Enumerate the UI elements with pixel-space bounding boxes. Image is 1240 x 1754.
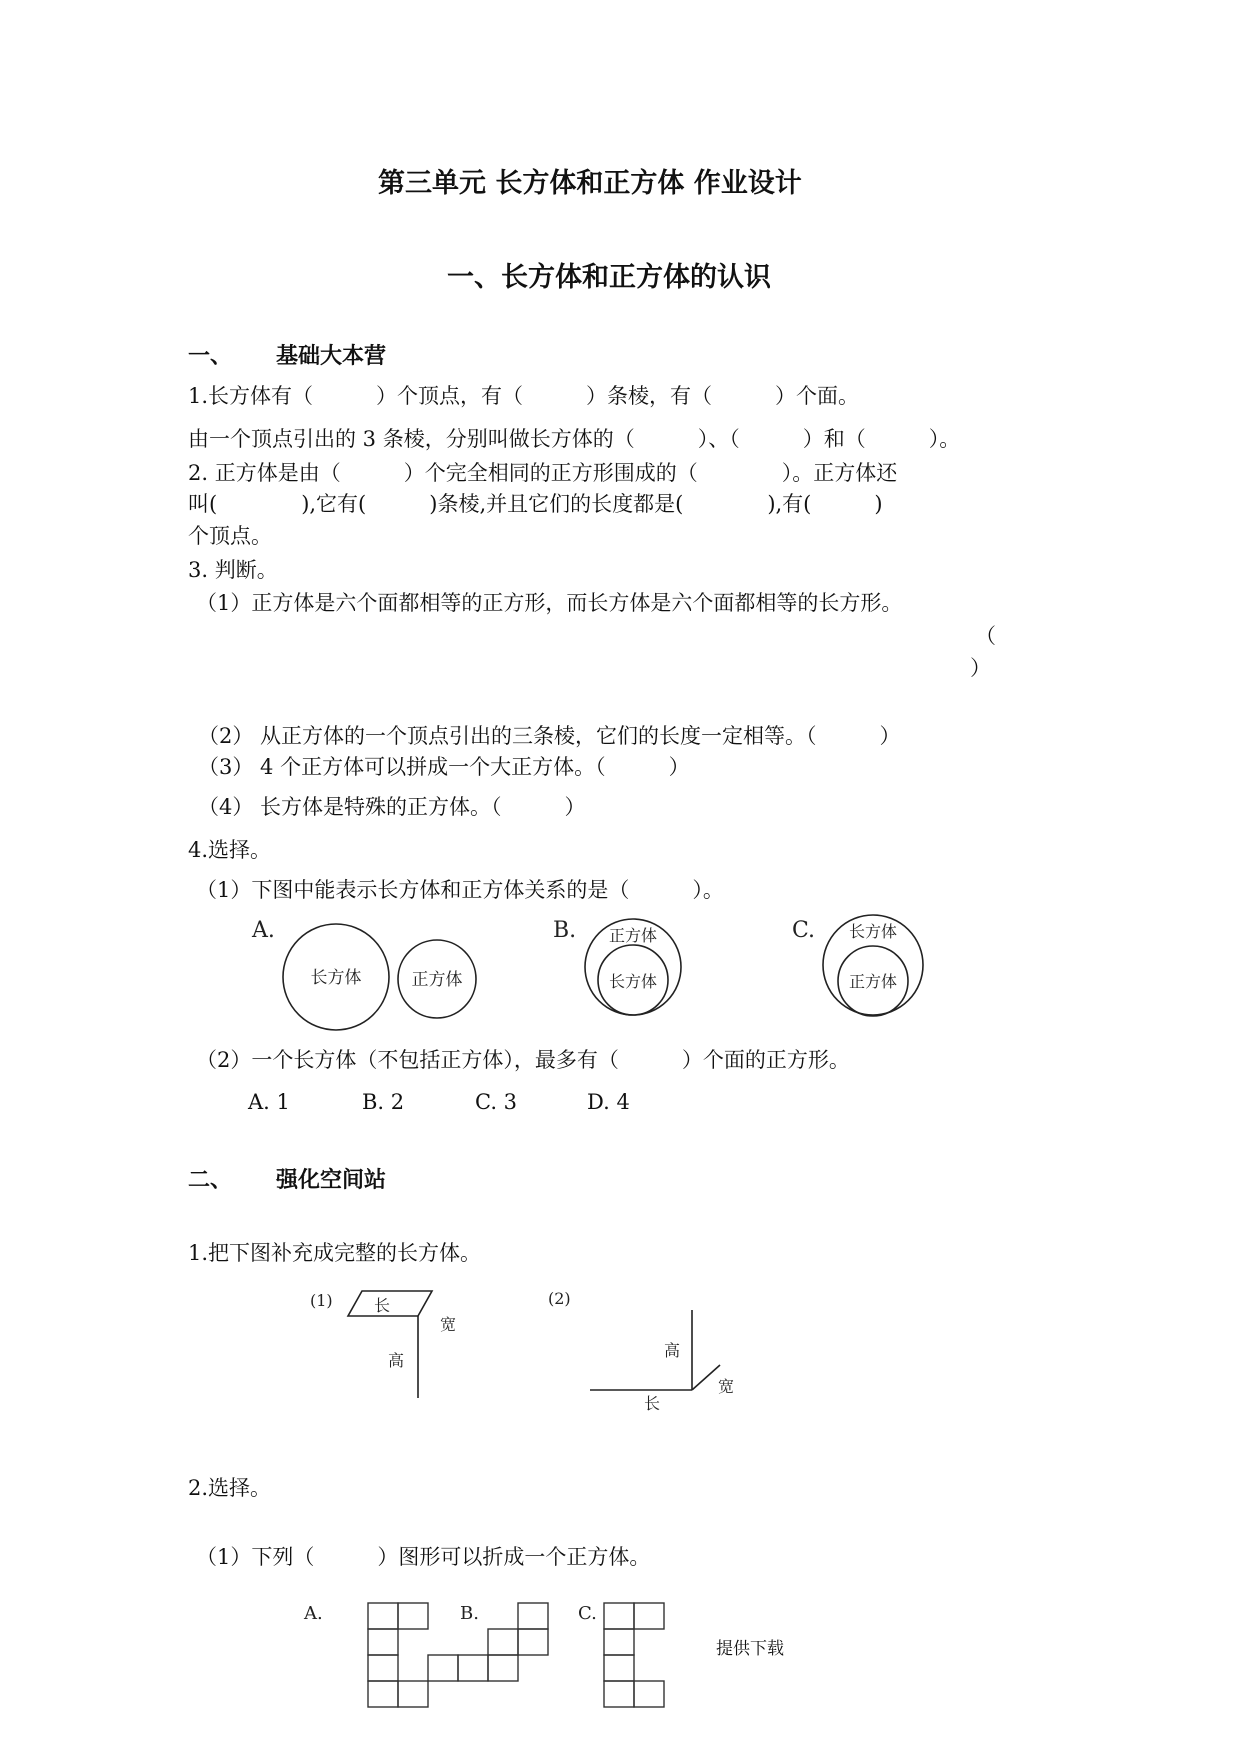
net-c-cell <box>604 1629 634 1655</box>
q3-item1-paren-close: ） <box>970 656 991 680</box>
q2-line2: 叫( ),它有( )条棱,并且它们的长度都是( ),有( ) <box>188 492 883 516</box>
net-a-cell <box>398 1603 428 1629</box>
net-c <box>604 1603 664 1707</box>
cuboid-sketch-figure <box>300 1280 760 1420</box>
venn-a-label-1: 长方体 <box>310 968 362 988</box>
net-c-cell <box>634 1681 664 1707</box>
sketch1-tag: (1) <box>310 1291 333 1310</box>
net-b-cell <box>518 1629 548 1655</box>
venn-b-letter: B. <box>553 918 577 943</box>
q3-item1-paren-open: （ <box>975 624 996 648</box>
section1-name: 基础大本营 <box>276 344 387 369</box>
q1-line1: 1.长方体有（ ）个顶点，有（ ）条棱，有（ ）个面。 <box>188 384 860 408</box>
net-a-letter: A. <box>304 1603 323 1624</box>
cube-nets-figure <box>300 1595 720 1715</box>
net-a-cell <box>368 1629 398 1655</box>
q3-item2: （2） 从正方体的一个顶点引出的三条棱，它们的长度一定相等。（ ） <box>198 724 901 748</box>
venn-a-letter: A. <box>252 918 275 943</box>
download-note: 提供下载 <box>716 1639 784 1659</box>
section2-name: 强化空间站 <box>276 1168 387 1193</box>
net-a-cell <box>368 1603 398 1629</box>
net-c-cell <box>634 1603 664 1629</box>
q2-line1: 2. 正方体是由（ ）个完全相同的正方形围成的（ ）。正方体还 <box>188 461 898 485</box>
net-a <box>368 1603 428 1707</box>
venn-a-label-2: 正方体 <box>411 970 463 990</box>
q4-option-d: D. 4 <box>587 1090 630 1114</box>
sketch2-width-label: 宽 <box>718 1377 735 1396</box>
q4-option-a: A. 1 <box>248 1090 290 1114</box>
net-a-cell <box>368 1681 398 1707</box>
net-b-cell <box>458 1655 488 1681</box>
net-b-cell <box>488 1629 518 1655</box>
venn-c-label-outer: 长方体 <box>848 922 898 941</box>
venn-option-c <box>792 915 923 1016</box>
q3-item3: （3） 4 个正方体可以拼成一个大正方体。（ ） <box>198 755 690 779</box>
q2-line3: 个顶点。 <box>188 524 272 548</box>
sketch1-height-label: 高 <box>387 1351 405 1370</box>
q4-option-b: B. 2 <box>362 1090 405 1114</box>
s2q1-heading: 1.把下图补充成完整的长方体。 <box>188 1241 482 1265</box>
sketch2-width-edge <box>692 1365 720 1390</box>
sketch1-length-label: 长 <box>373 1296 391 1315</box>
cuboid-sketch-1 <box>310 1291 456 1398</box>
sketch2-length-label: 长 <box>643 1394 661 1413</box>
q4-item2: （2）一个长方体（不包括正方体），最多有（ ）个面的正方形。 <box>196 1048 850 1072</box>
net-a-cell <box>368 1655 398 1681</box>
net-c-cell <box>604 1603 634 1629</box>
q3-heading: 3. 判断。 <box>188 558 278 582</box>
net-c-cell <box>604 1655 634 1681</box>
q4-heading: 4.选择。 <box>188 838 272 862</box>
s2q2-item1: （1）下列（ ）图形可以折成一个正方体。 <box>196 1545 651 1569</box>
q4-option-c: C. 3 <box>475 1090 518 1114</box>
page-title: 第三单元 长方体和正方体 作业设计 <box>378 168 802 199</box>
venn-b-label-outer: 正方体 <box>608 926 658 945</box>
venn-option-a <box>251 918 476 1030</box>
net-a-cell <box>398 1681 428 1707</box>
cuboid-sketch-2 <box>548 1289 734 1413</box>
venn-diagram-figure <box>230 905 950 1035</box>
section2-number: 二、 <box>188 1168 233 1193</box>
venn-c-letter: C. <box>792 918 816 943</box>
section1-number: 一、 <box>188 344 233 369</box>
net-b-cell <box>488 1655 518 1681</box>
venn-c-label-inner: 正方体 <box>848 972 898 991</box>
q4-item1: （1）下图中能表示长方体和正方体关系的是（ ）。 <box>196 878 724 902</box>
q1-line2: 由一个顶点引出的 3 条棱，分别叫做长方体的（ ）、（ ）和（ ）。 <box>188 427 961 451</box>
net-c-letter: C. <box>578 1603 597 1624</box>
net-b-cell <box>428 1655 458 1681</box>
sketch2-height-label: 高 <box>663 1341 681 1360</box>
s2q2-heading: 2.选择。 <box>188 1476 272 1500</box>
sketch1-width-label: 宽 <box>440 1315 457 1334</box>
venn-b-label-inner: 长方体 <box>608 972 658 991</box>
net-b-cell <box>518 1603 548 1629</box>
q3-item4: （4） 长方体是特殊的正方体。（ ） <box>198 795 586 819</box>
net-b-letter: B. <box>460 1603 479 1624</box>
page-subtitle: 一、长方体和正方体的认识 <box>447 262 771 293</box>
net-c-cell <box>604 1681 634 1707</box>
net-b <box>428 1603 548 1681</box>
q3-item1: （1）正方体是六个面都相等的正方形，而长方体是六个面都相等的长方形。 <box>196 591 903 615</box>
venn-option-b <box>553 918 681 1015</box>
sketch2-tag: (2) <box>548 1289 571 1308</box>
